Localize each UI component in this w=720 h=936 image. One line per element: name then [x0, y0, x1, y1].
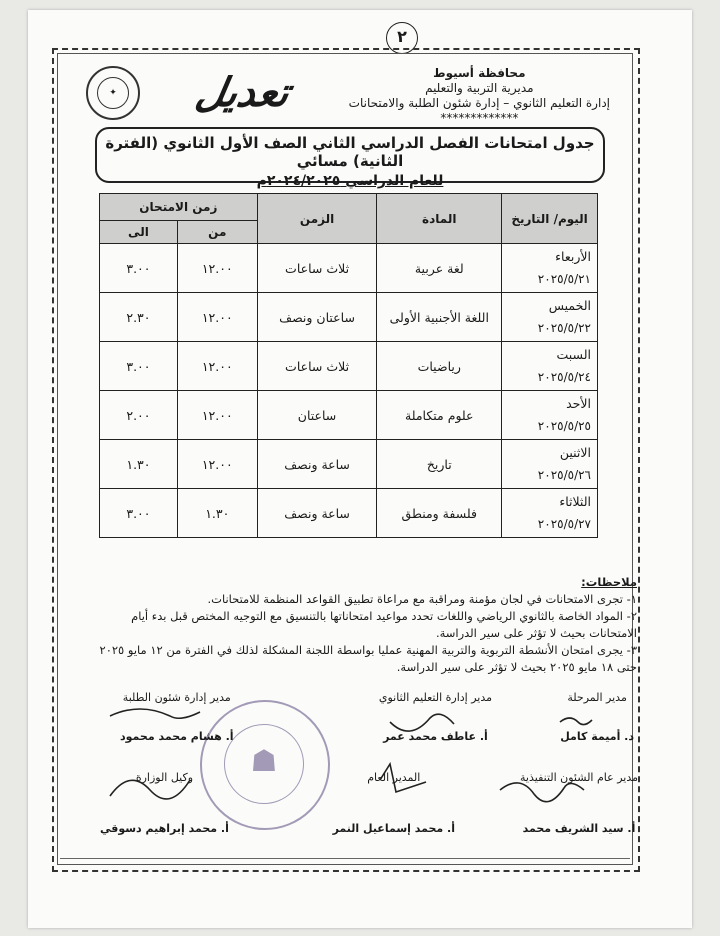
duration-cell: ساعتان ونصف: [257, 293, 377, 342]
scribble-secondary-director: [390, 714, 454, 731]
day-date-cell: [502, 440, 598, 489]
notes-title: ملاحظات:: [581, 575, 637, 589]
signature-stage-director: مدير المرحلة د. أميمة كامل: [560, 691, 634, 743]
duration-cell: ثلاث ساعات: [257, 244, 377, 293]
note-item: ١- تجرى الامتحانات في لجان مؤمنة ومراقبة مع مراعاة تطبيق القواعد المنظمة للامتحانات.: [207, 592, 637, 606]
day-date-cell: [502, 244, 598, 293]
from-cell: ١.٣٠: [177, 489, 257, 538]
header-duration: الزمن: [257, 194, 377, 244]
day-name: الاثنين: [559, 445, 591, 460]
exam-date: ٢٠٢٥/٥/٢٢: [537, 321, 591, 335]
subject-cell: لغة عربية: [377, 244, 502, 293]
to-cell: ٣.٠٠: [100, 342, 178, 391]
exam-date: ٢٠٢٥/٥/٢٦: [537, 468, 591, 482]
directorate: مديرية التربية والتعليم: [425, 81, 534, 95]
to-cell: ١.٣٠: [100, 440, 178, 489]
table-row: [100, 244, 598, 293]
header-subject: المادة: [377, 194, 502, 244]
table-row: [100, 489, 598, 538]
exam-schedule-table: [99, 193, 598, 538]
scribble-stage-director: [560, 718, 592, 725]
from-cell: ١٢.٠٠: [177, 244, 257, 293]
header-exam-time: زمن الامتحان: [100, 194, 258, 221]
table-row: [100, 440, 598, 489]
signature-executive-director: مدير عام الشئون التنفيذية أ. سيد الشريف محمد: [520, 771, 638, 835]
duration-cell: ساعة ونصف: [257, 440, 377, 489]
duration-cell: ساعة ونصف: [257, 489, 377, 538]
department: إدارة التعليم الثانوي – إدارة شئون الطلبة والامتحانات: [348, 96, 610, 110]
notes-section: [81, 574, 637, 676]
academic-year: للعام الدراسي ٢٠٢٤/٢٠٢٥م: [256, 173, 444, 189]
subject-cell: تاريخ: [377, 440, 502, 489]
to-cell: ٢.٠٠: [100, 391, 178, 440]
note-item: ٢- المواد الخاصة بالثانوي الرياضي واللغات تحدد مواعيد امتحاناتها بالتنسيق مع التوجيه المختص قبل بدء أيام الامتحانات بحيث لا تؤثر على سير الدراسة.: [131, 609, 637, 640]
day-date-cell: [502, 489, 598, 538]
exam-date: ٢٠٢٥/٥/٢٧: [537, 517, 591, 531]
day-name: الأربعاء: [555, 249, 591, 264]
scribble-student-affairs: [110, 709, 200, 718]
table-row: [100, 293, 598, 342]
day-name: السبت: [556, 347, 591, 362]
to-cell: ٣.٠٠: [100, 489, 178, 538]
schedule-title-box: [95, 127, 605, 189]
handwritten-signatures: [90, 700, 630, 830]
note-item: ٣- يجرى امتحان الأنشطة التربوية والتربية المهنية عمليا بواسطة اللجنة المشكلة لذلك في الفترة من ١٢ مايو ٢٠٢٥ حتى ١٨ مايو ٢٠٢٥ بحيث لا تؤثر على سير الدراسة.: [99, 643, 637, 674]
header-from: من: [177, 221, 257, 244]
duration-cell: ثلاث ساعات: [257, 342, 377, 391]
signature-student-affairs-director: مدير إدارة شئون الطلبة أ. هشام محمد محمود: [120, 691, 234, 743]
page-number: ٢: [386, 22, 418, 54]
exam-date: ٢٠٢٥/٥/٢٥: [537, 419, 591, 433]
signature-secondary-director: مدير إدارة التعليم الثانوي أ. عاطف محمد عمر: [378, 691, 492, 743]
signature-deputy-minister: وكيل الوزارة أ. محمد إبراهيم دسوقي: [100, 771, 229, 835]
day-name: الأحد: [566, 396, 591, 411]
scribble-general-director: [380, 764, 426, 792]
eagle-emblem-icon: ☗: [250, 744, 278, 779]
header-to: الى: [100, 221, 178, 244]
header-day-date: اليوم/ التاريخ: [502, 194, 598, 244]
bottom-rule: [60, 858, 630, 859]
exam-date: ٢٠٢٥/٥/٢٤: [537, 370, 591, 384]
to-cell: ٢.٣٠: [100, 293, 178, 342]
table-row: [100, 342, 598, 391]
table-row: [100, 391, 598, 440]
subject-cell: رياضيات: [377, 342, 502, 391]
day-name: الخميس: [548, 298, 591, 313]
amendment-stamp: تعديل: [191, 70, 293, 116]
from-cell: ١٢.٠٠: [177, 342, 257, 391]
ministry-logo-icon: ✦: [86, 66, 140, 120]
subject-cell: علوم متكاملة: [377, 391, 502, 440]
day-date-cell: [502, 391, 598, 440]
day-date-cell: [502, 293, 598, 342]
to-cell: ٣.٠٠: [100, 244, 178, 293]
scribble-executive: [500, 783, 584, 802]
governorate: محافظة أسيوط: [433, 66, 526, 80]
day-name: الثلاثاء: [559, 494, 591, 509]
subject-cell: فلسفة ومنطق: [377, 489, 502, 538]
from-cell: ١٢.٠٠: [177, 391, 257, 440]
subject-cell: اللغة الأجنبية الأولى: [377, 293, 502, 342]
signature-general-director: المدير العام أ. محمد إسماعيل النمر: [332, 771, 455, 835]
organization-header: [349, 66, 610, 126]
scribble-deputy: [110, 780, 190, 799]
from-cell: ١٢.٠٠: [177, 293, 257, 342]
duration-cell: ساعتان: [257, 391, 377, 440]
header-stars: *************: [440, 111, 519, 125]
exam-date: ٢٠٢٥/٥/٢١: [537, 272, 591, 286]
day-date-cell: [502, 342, 598, 391]
from-cell: ١٢.٠٠: [177, 440, 257, 489]
schedule-title: جدول امتحانات الفصل الدراسي الثاني الصف الأول الثانوي (الفترة الثانية) مسائي: [105, 134, 595, 170]
